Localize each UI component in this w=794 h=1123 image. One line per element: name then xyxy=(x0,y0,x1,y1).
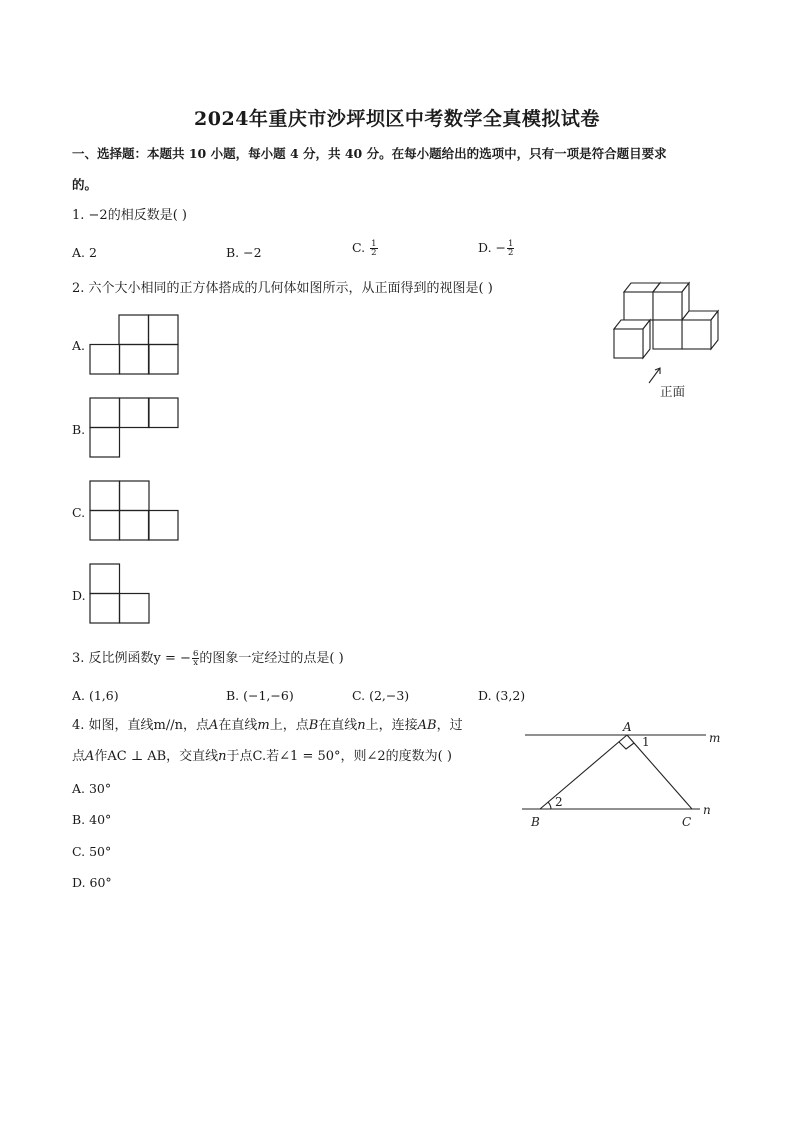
question-2-stem: 2. 六个大小相同的正方体搭成的几何体如图所示，从正面得到的视图是( ) xyxy=(72,281,493,296)
option-c-fraction xyxy=(370,240,377,257)
question-2-option-a-label: A. xyxy=(72,338,86,353)
parallel-lines-triangle-figure xyxy=(520,715,730,835)
question-4-stem-line1: 4. 如图，直线m//n，点𝐴在直线𝑚上，点𝐵在直线𝑛上，连接𝐴𝐵，过 xyxy=(72,718,463,733)
angle-2-arc xyxy=(548,802,551,809)
question-1-stem: 1. −2的相反数是( ) xyxy=(72,208,187,223)
question-2-option-a-figure xyxy=(89,314,181,376)
question-2-option-c-figure xyxy=(89,480,181,542)
label-angle-2: 2 xyxy=(555,795,563,809)
question-2-option-b-label: B. xyxy=(72,422,86,437)
question-4-option-b: B. 40° xyxy=(72,812,112,827)
question-2-option-d-figure xyxy=(89,563,151,625)
page-title: 2024年重庆市沙坪坝区中考数学全真模拟试卷 xyxy=(194,108,600,130)
cube-stack-figure xyxy=(600,278,740,408)
label-angle-1: 1 xyxy=(642,735,650,749)
question-2-option-b-figure xyxy=(89,397,181,459)
question-3-option-a: A. (1,6) xyxy=(72,688,119,703)
question-3-option-d: D. (3,2) xyxy=(478,688,526,703)
label-point-a: A xyxy=(623,720,632,734)
option-d-fraction xyxy=(507,240,514,257)
question-4-option-c: C. 50° xyxy=(72,844,112,859)
question-3-stem-prefix: 3. 反比例函数y = − xyxy=(72,651,191,666)
question-2-option-d-label: D. xyxy=(72,588,86,603)
label-line-m: m xyxy=(709,731,721,745)
question-3-stem xyxy=(72,650,344,668)
question-3-numerator: 6 xyxy=(192,649,199,659)
question-4-option-a: A. 30° xyxy=(72,781,112,796)
label-point-c: C xyxy=(682,815,692,829)
section-instructions-line1: 一、选择题：本题共 10 小题，每小题 4 分，共 40 分。在每小题给出的选项中，只有一项是符合题目要求 xyxy=(72,146,667,161)
question-1-option-b: B. −2 xyxy=(226,245,262,260)
question-1-option-d xyxy=(478,240,514,257)
right-angle-mark xyxy=(619,742,634,749)
front-view-label: 正面 xyxy=(660,384,686,399)
option-d-denominator: 2 xyxy=(508,248,514,258)
question-2-option-c-label: C. xyxy=(72,505,86,520)
question-3-denominator: x xyxy=(193,658,199,668)
question-3-option-b: B. (−1,−6) xyxy=(226,688,294,703)
option-c-denominator: 2 xyxy=(371,248,377,258)
question-1-option-c xyxy=(352,240,378,257)
option-d-numerator: 1 xyxy=(508,239,514,249)
question-1-option-a: A. 2 xyxy=(72,245,97,260)
option-c-prefix: C. xyxy=(352,240,370,255)
label-point-b: B xyxy=(531,815,540,829)
section-instructions-line2: 的。 xyxy=(72,177,98,192)
label-line-n: n xyxy=(703,803,711,817)
question-3-stem-suffix: 的图象一定经过的点是( ) xyxy=(199,651,344,666)
question-3-option-c: C. (2,−3) xyxy=(352,688,410,703)
question-4-option-d: D. 60° xyxy=(72,875,112,890)
option-c-numerator: 1 xyxy=(371,239,377,249)
segment-ab xyxy=(540,735,627,809)
question-4-stem-line2: 点𝐴作AC ⊥ AB，交直线𝑛于点C.若∠1 = 50°，则∠2的度数为( ) xyxy=(72,749,452,764)
option-d-prefix: D. − xyxy=(478,240,506,255)
segment-ac xyxy=(627,735,692,809)
